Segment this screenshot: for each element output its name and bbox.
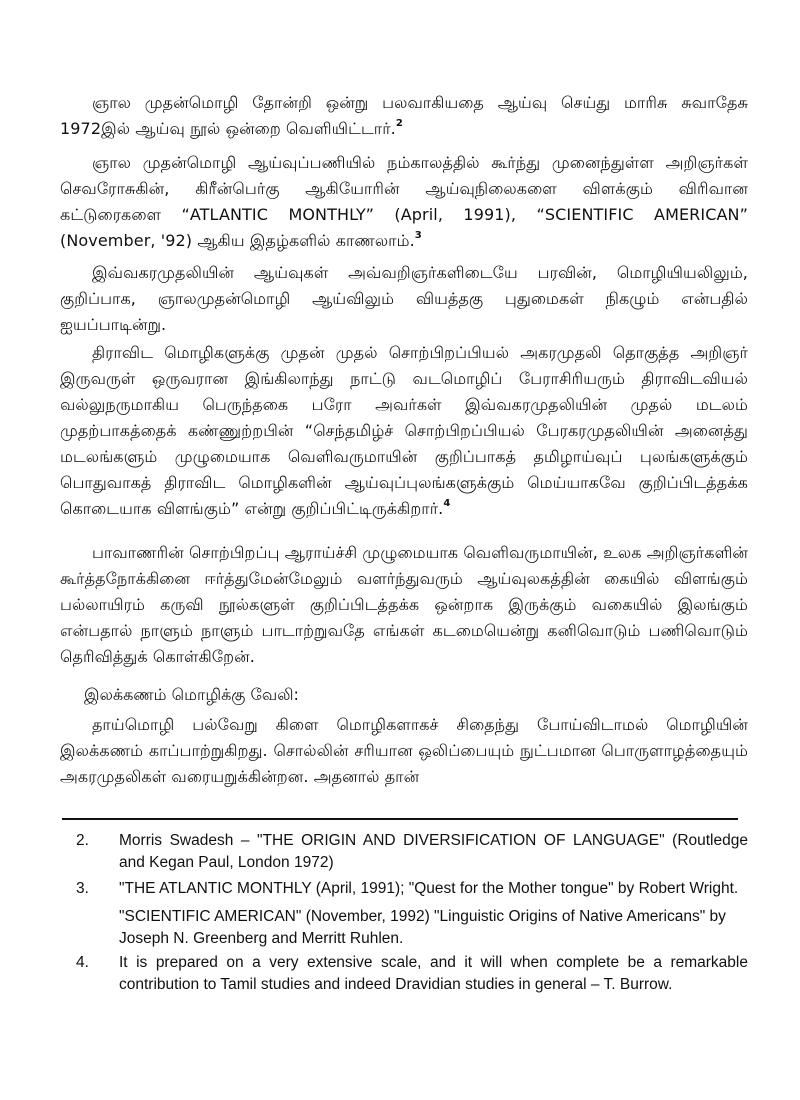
footnote-ref-3: 3 xyxy=(414,230,422,241)
footnote-ref-2: 2 xyxy=(395,118,403,129)
footnote-3 xyxy=(76,878,748,900)
footnote-number: 2. xyxy=(76,832,89,849)
footnote-4 xyxy=(76,952,748,996)
footnote-3-continuation: "SCIENTIFIC AMERICAN" (November, 1992) "Linguistic Origins of Native Americans" by Joseph N. Greenberg and Merritt Ruhlen. xyxy=(119,908,726,947)
footnote-text: Morris Swadesh – "THE ORIGIN AND DIVERSIFICATION OF LANGUAGE" (Routledge and Kegan Paul, London 1972) xyxy=(119,832,748,871)
section-heading: இலக்கணம் மொழிக்கு வேலி: xyxy=(84,685,299,704)
paragraph-1: ஞால முதன்மொழி தோன்றி ஒன்று பலவாகியதை ஆய்வு செய்து மாரிசு சுவாதேசு 1972இல் ஆய்வு நூல் ஒன்றை வெளியிட்டார்.$^2$ xyxy=(60,93,748,138)
paragraph-4: திராவிட மொழிகளுக்கு முதன் முதல் சொற்பிறப்பியல் அகரமுதலி தொகுத்த அறிஞர் இருவருள் ஒருவரான இங்கிலாந்து நாட்டு வடமொழிப் பேராசிரியரும் திராவிடவியல் வல்லுநருமாகிய பெருந்தகை பரோ அவர்கள் இவ்வகரமுதலியின் முதல் மடலம் முதற்பாகத்தைக் கண்ணுற்றபின் “செந்தமிழ்ச் சொற்பிறப்பியல் பேரகரமுதலியின் அனைத்து மடலங்களும் முழுமையாக வெளிவருமாயின் குறிப்பாகத் தமிழாய்வுப் புலங்களுக்கும் பொதுவாகத் திராவிட மொழிகளின் ஆய்வுப்புலங்களுக்கும் மெய்யாகவே குறிப்பிடத்தக்க கொடையாக விளங்கும்” என்று குறிப்பிட்டிருக்கிறார்.$^4$ xyxy=(60,343,748,518)
paragraph-2: ஞால முதன்மொழி ஆய்வுப்பணியில் நம்காலத்தில் கூர்ந்து முனைந்துள்ள அறிஞர்கள் செவரோசுகின், கிரீன்பெர்கு ஆகியோரின் ஆய்வுநிலைகளை விளக்கும் விரிவான கட்டுரைகளை “ATLANTIC MONTHLY” (April, 1991), “SCIENTIFIC AMERICAN” (November, '92) ஆகிய இதழ்களில் காணலாம்.$^3$ xyxy=(60,153,748,250)
footnote-number: 4. xyxy=(76,954,89,971)
paragraph-5: பாவாணரின் சொற்பிறப்பு ஆராய்ச்சி முழுமையாக வெளிவருமாயின், உலக அறிஞர்களின் கூர்த்தநோக்கினை ஈர்த்துமேன்மேலும் வளர்ந்துவரும் ஆய்வுலகத்தின் கையில் விளங்கும் பல்லாயிரம் கருவி நூல்களுள் குறிப்பிடத்தக்க ஒன்றாக இருக்கும் வகையில் இலங்கும் என்பதால் நாளும் நாளும் பாடாற்றுவதே எங்கள் கடமையென்று கனிவொடும் பணிவொடும் தெரிவித்துக் கொள்கிறேன். xyxy=(60,543,748,666)
footnote-text: It is prepared on a very extensive scale, and it will when complete be a remarkable contribution to Tamil studies and indeed Dravidian studies in general – T. Burrow. xyxy=(119,954,748,993)
footnote-number: 3. xyxy=(76,880,89,897)
footnote-text: "THE ATLANTIC MONTHLY (April, 1991); "Quest for the Mother tongue" by Robert Wright. xyxy=(119,880,739,897)
footnote-divider xyxy=(62,818,738,820)
footnote-2 xyxy=(76,830,748,874)
paragraph-3: இவ்வகரமுதலியின் ஆய்வுகள் அவ்வறிஞர்களிடையே பரவின், மொழியியலிலும், குறிப்பாக, ஞாலமுதன்மொழி ஆய்விலும் வியத்தகு புதுமைகள் நிகழும் என்பதில் ஐயப்பாடின்று. xyxy=(60,263,748,334)
footnote-ref-4: 4 xyxy=(443,498,451,509)
paragraph-6: தாய்மொழி பல்வேறு கிளை மொழிகளாகச் சிதைந்து போய்விடாமல் மொழியின் இலக்கணம் காப்பாற்றுகிறது. சொல்லின் சரியான ஒலிப்பையும் நுட்பமான பொருளாழத்தையும் அகரமுதலிகள் வரையறுக்கின்றன. அதனால் தான் xyxy=(60,715,748,786)
